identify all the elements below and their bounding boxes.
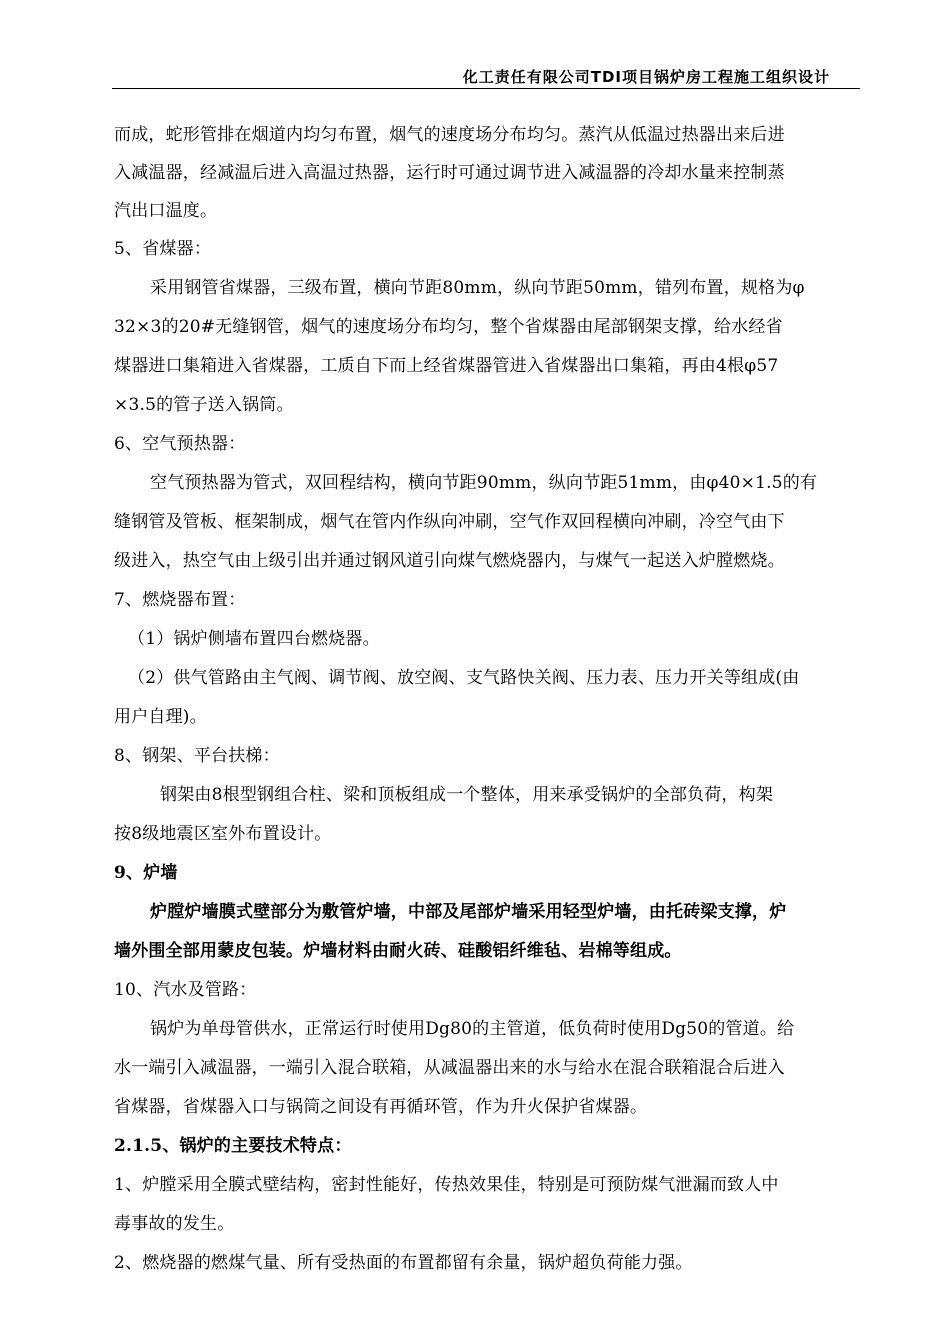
body-text: 用户自理)。	[114, 707, 207, 727]
body-text: 空气预热器为管式，双回程结构，横向节距90mm，纵向节距51mm，由φ40×1.5的有	[150, 473, 818, 493]
body-text: 锅炉为单母管供水，正常运行时使用Dg80的主管道，低负荷时使用Dg50的管道。给	[150, 1019, 795, 1039]
body-text: 煤器进口集箱进入省煤器，工质自下而上经省煤器管进入省煤器出口集箱，再由4根φ57	[114, 356, 779, 376]
body-text: 省煤器，省煤器入口与锅筒之间设有再循环管，作为升火保护省煤器。	[114, 1097, 648, 1117]
body-text: 入减温器，经减温后进入高温过热器，运行时可通过调节进入减温器的冷却水量来控制蒸	[114, 163, 785, 183]
body-text: 毒事故的发生。	[114, 1214, 235, 1234]
section-heading: 6、空气预热器：	[114, 434, 246, 454]
section-heading: 7、燃烧器布置：	[114, 590, 246, 610]
section-heading: 8、钢架、平台扶梯：	[114, 746, 280, 766]
section-heading: 2.1.5、锅炉的主要技术特点：	[114, 1136, 352, 1156]
body-text: 缝钢管及管板、框架制成，烟气在管内作纵向冲刷，空气作双回程横向冲刷，冷空气由下	[114, 512, 785, 532]
list-item: 1、炉膛采用全膜式壁结构，密封性能好，传热效果佳，特别是可预防煤气泄漏而致人中	[114, 1175, 779, 1195]
body-text: 采用钢管省煤器，三级布置，横向节距80mm，纵向节距50mm，错列布置，规格为φ	[150, 278, 805, 298]
body-text: 汽出口温度。	[114, 201, 218, 221]
list-item: （1）锅炉侧墙布置四台燃烧器。	[128, 629, 380, 649]
body-text: 32×3的20#无缝钢管，烟气的速度场分布均匀，整个省煤器由尾部钢架支撑，给水经省	[114, 317, 783, 337]
body-text: 而成，蛇形管排在烟道内均匀布置，烟气的速度场分布均匀。蒸汽从低温过热器出来后进	[114, 125, 785, 145]
list-item: （2）供气管路由主气阀、调节阀、放空阀、支气路快关阀、压力表、压力开关等组成(由	[128, 668, 800, 688]
body-text: 墙外围全部用蒙皮包装。炉墙材料由耐火砖、硅酸铝纤维毡、岩棉等组成。	[114, 941, 682, 961]
header-title: 化工责任有限公司TDI项目锅炉房工程施工组织设计	[462, 68, 830, 86]
body-text: 钢架由8根型钢组合柱、梁和顶板组成一个整体，用来承受锅炉的全部负荷，构架	[160, 785, 774, 805]
body-text: 级进入，热空气由上级引出并通过钢风道引向煤气燃烧器内，与煤气一起送入炉膛燃烧。	[114, 551, 785, 571]
body-text: 炉膛炉墙膜式壁部分为敷管炉墙，中部及尾部炉墙采用轻型炉墙，由托砖梁支撑，炉	[150, 902, 787, 922]
body-text: ×3.5的管子送入锅筒。	[114, 395, 294, 415]
page-header	[112, 60, 860, 89]
section-heading: 9、炉墙	[114, 863, 178, 883]
list-item: 2、燃烧器的燃煤气量、所有受热面的布置都留有余量，锅炉超负荷能力强。	[114, 1253, 693, 1273]
body-text: 按8级地震区室外布置设计。	[114, 824, 332, 844]
section-heading: 5、省煤器：	[114, 239, 212, 259]
body-text: 水一端引入减温器，一端引入混合联箱，从减温器出来的水与给水在混合联箱混合后进入	[114, 1058, 785, 1078]
section-heading: 10、汽水及管路：	[114, 980, 257, 1000]
